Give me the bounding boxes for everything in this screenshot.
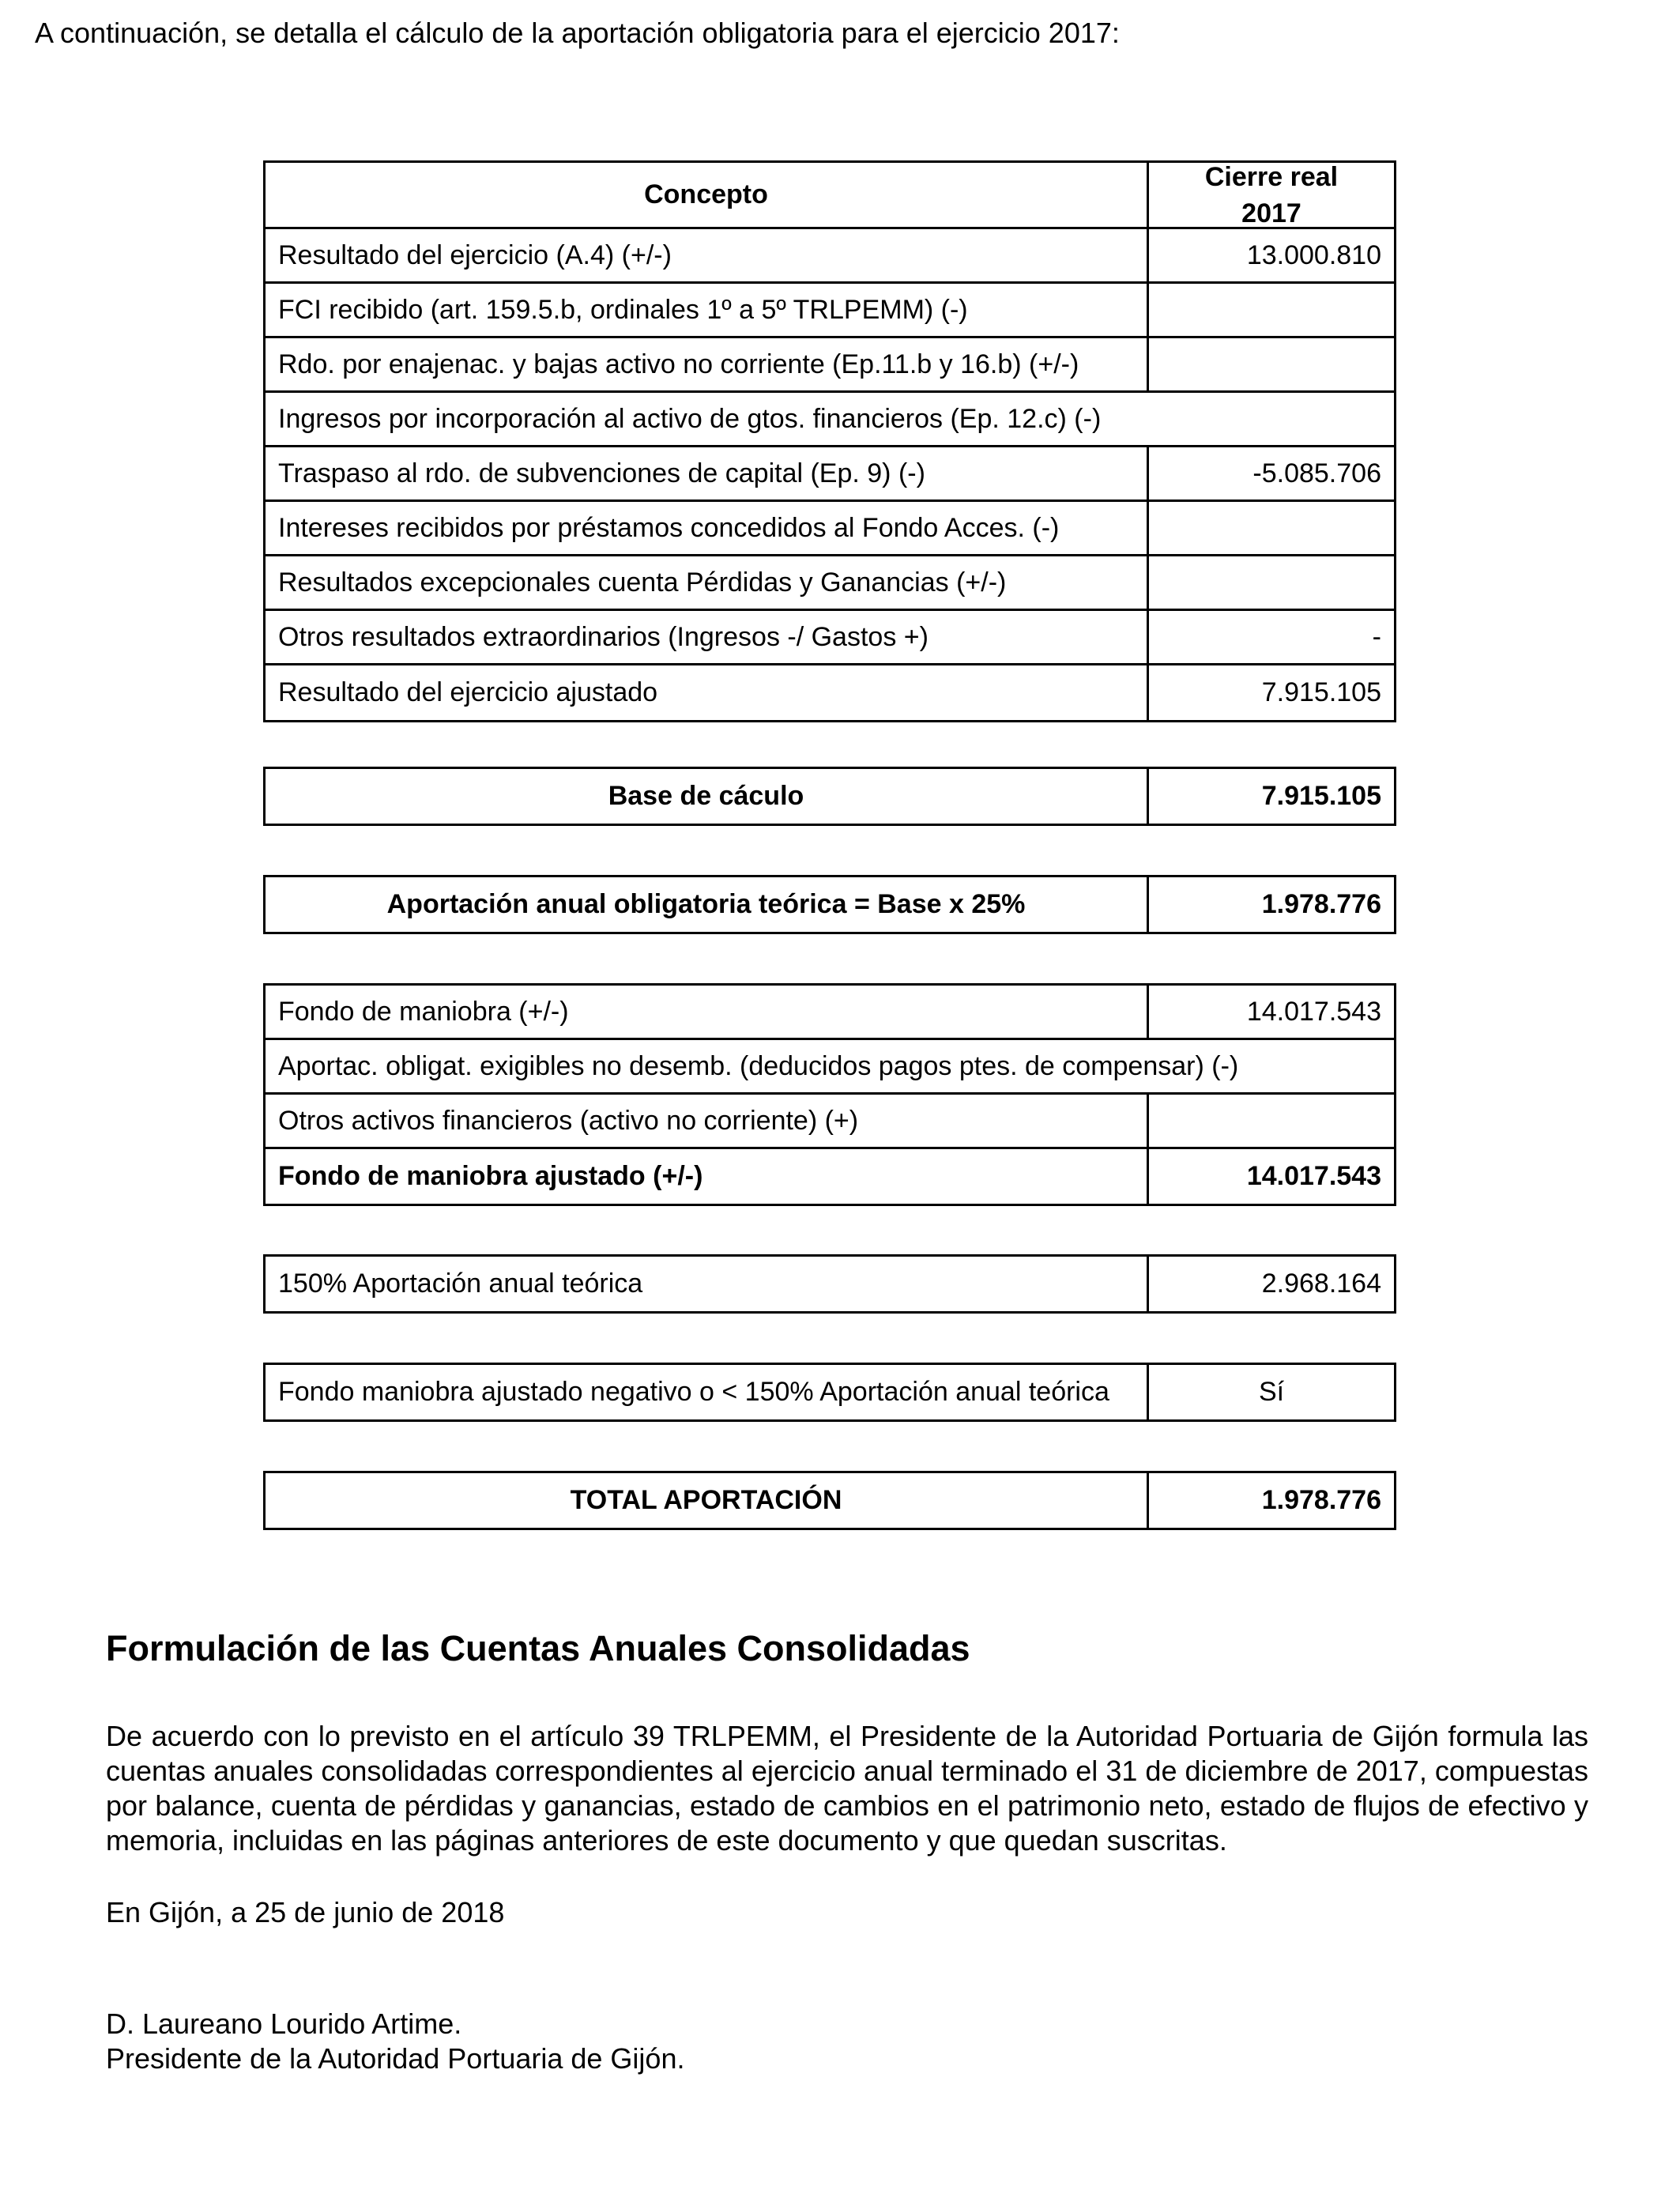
place-date: En Gijón, a 25 de junio de 2018 [106,1896,505,1928]
row-label: Traspaso al rdo. de subvenciones de capital (Ep. 9) (-) [266,447,1149,499]
calculation-table [263,160,1396,722]
table-row [266,284,1394,338]
header-value-line1: Cierre real [1204,161,1339,192]
base-table [263,767,1396,826]
aportacion-teorica-table [263,875,1396,934]
table-row [266,1365,1394,1419]
row-value: 14.017.543 [1246,1161,1381,1191]
table-header-row [266,163,1394,229]
row-value [1149,556,1394,609]
row-label: Otros resultados extraordinarios (Ingresos -/ Gastos +) [266,611,1149,663]
total-value: 1.978.776 [1261,1485,1381,1515]
header-value [1149,163,1394,227]
row-label: Fondo de maniobra ajustado (+/-) [266,1149,1149,1204]
table-row [266,393,1394,447]
table-row [266,1040,1394,1095]
row-label: Resultados excepcionales cuenta Pérdidas y Ganancias (+/-) [266,556,1149,609]
header-concept: Concepto [266,163,1149,227]
signer-title: Presidente de la Autoridad Portuaria de Gijón. [106,2042,685,2075]
body-paragraph: De acuerdo con lo previsto en el artículo 39 TRLPEMM, el Presidente de la Autoridad Portuaria de Gijón formula las cuentas anuales consolidadas correspondientes al ejercicio anual terminado el 31 de diciembre de 2017, compuestas por balance, cuenta de pérdidas y ganancias, estado de cambios en el patrimonio neto, estado de flujos de efectivo y memoria, incluidas en las páginas anteriores de este documento y que quedan suscritas. [106,1720,1588,1857]
pct150-value: 2.968.164 [1261,1269,1381,1299]
signer-name: D. Laureano Lourido Artime. [106,2007,462,2040]
aportacion-teorica-label: Aportación anual obligatoria teórica = Base x 25% [266,877,1149,932]
table-row [266,986,1394,1040]
condicion-table [263,1363,1396,1422]
row-value [1149,502,1394,554]
table-row [266,769,1394,824]
row-value: -5.085.706 [1252,458,1381,488]
base-value: 7.915.105 [1261,781,1381,811]
condicion-label: Fondo maniobra ajustado negativo o < 150% Aportación anual teórica [266,1365,1149,1419]
table-row [266,1095,1394,1149]
table-row [266,611,1394,665]
table-row [266,556,1394,611]
row-label: Aportac. obligat. exigibles no desemb. (deducidos pagos ptes. de compensar) (-) [278,1050,1239,1081]
table-row [266,229,1394,284]
base-label: Base de cáculo [266,769,1149,824]
row-value [1149,284,1394,336]
row-label: Ingresos por incorporación al activo de gtos. financieros (Ep. 12.c) (-) [278,403,1102,434]
condicion-value: Sí [1258,1377,1285,1407]
aportacion-teorica-value: 1.978.776 [1261,889,1381,919]
table-row [266,1257,1394,1311]
row-value: 14.017.543 [1246,996,1381,1027]
row-value: 7.915.105 [1261,677,1381,707]
total-label: TOTAL APORTACIÓN [266,1473,1149,1528]
row-label: Otros activos financieros (activo no corriente) (+) [266,1095,1149,1147]
table-row [266,1473,1394,1528]
table-row [266,877,1394,932]
row-value: 13.000.810 [1246,239,1381,270]
table-row [266,338,1394,393]
row-value [1149,338,1394,390]
section-title: Formulación de las Cuentas Anuales Consolidadas [106,1628,970,1668]
pct150-label: 150% Aportación anual teórica [266,1257,1149,1311]
row-value [1241,393,1394,445]
row-label: Resultado del ejercicio (A.4) (+/-) [266,229,1149,281]
row-value: - [1372,621,1381,652]
row-value [1310,1040,1394,1092]
row-label: FCI recibido (art. 159.5.b, ordinales 1º a 5º TRLPEMM) (-) [266,284,1149,336]
fondo-maniobra-table [263,983,1396,1206]
intro-text: A continuación, se detalla el cálculo de la aportación obligatoria para el ejercicio 2017: [35,17,1120,49]
row-label: Rdo. por enajenac. y bajas activo no corriente (Ep.11.b y 16.b) (+/-) [266,338,1149,390]
row-label: Resultado del ejercicio ajustado [266,665,1149,720]
header-value-line2: 2017 [1241,198,1301,228]
table-row [266,502,1394,556]
row-value [1149,1095,1394,1147]
table-row [266,447,1394,502]
row-label: Fondo de maniobra (+/-) [266,986,1149,1038]
pct150-table [263,1254,1396,1314]
row-label: Intereses recibidos por préstamos concedidos al Fondo Acces. (-) [266,502,1149,554]
total-table [263,1471,1396,1530]
table-row [266,665,1394,720]
table-row [266,1149,1394,1204]
